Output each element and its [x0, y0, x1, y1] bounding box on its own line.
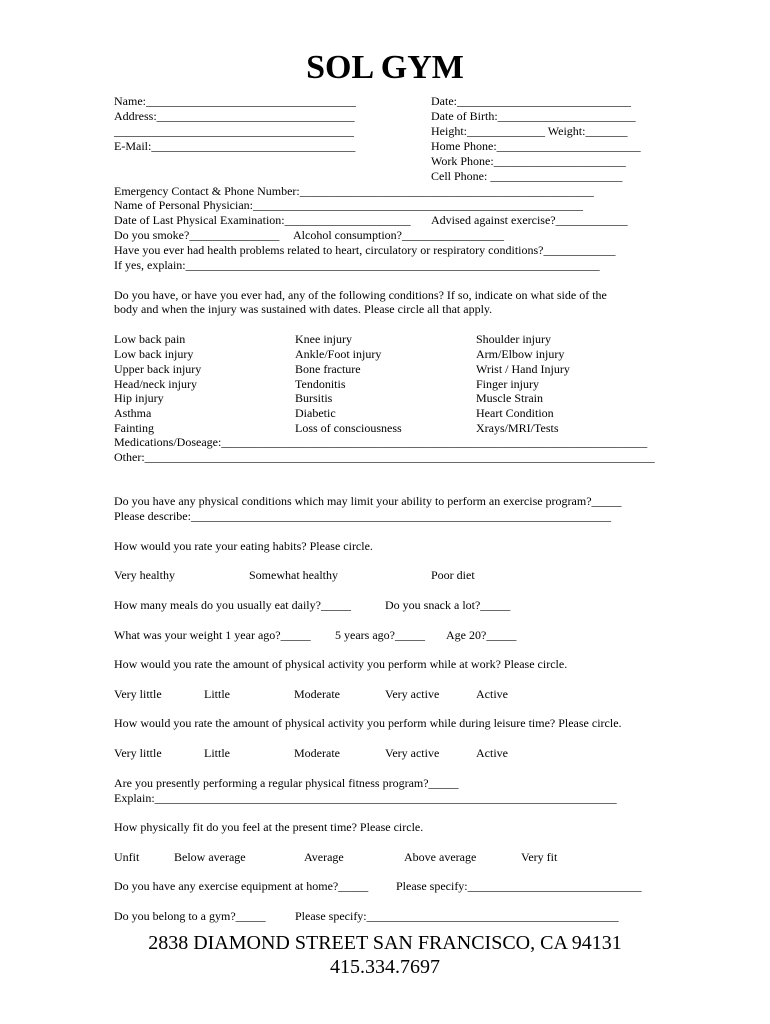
condition-option[interactable]: Bursitis [295, 391, 333, 405]
condition-option[interactable]: Hip injury [114, 391, 164, 405]
condition-option[interactable]: Asthma [114, 406, 152, 420]
eating-option[interactable]: Poor diet [431, 568, 475, 582]
eating-habits-question: How would you rate your eating habits? Please circle. [114, 539, 373, 553]
weight-1-year-field[interactable]: What was your weight 1 year ago?_____ [114, 628, 311, 642]
condition-option[interactable]: Heart Condition [476, 406, 554, 420]
condition-option[interactable]: Finger injury [476, 377, 539, 391]
name-field[interactable]: Name:___________________________________ [114, 94, 356, 108]
advised-against-exercise-field[interactable]: Advised against exercise?____________ [431, 213, 628, 227]
condition-option[interactable]: Diabetic [295, 406, 336, 420]
date-field[interactable]: Date:_____________________________ [431, 94, 631, 108]
condition-option[interactable]: Low back pain [114, 332, 186, 346]
condition-option[interactable]: Fainting [114, 421, 155, 435]
condition-option[interactable]: Bone fracture [295, 362, 361, 376]
address-line-2-field[interactable]: ________________________________________ [114, 124, 354, 138]
program-explain-field[interactable]: Explain:_____________________________________________________________________________ [114, 791, 617, 805]
home-equipment-field[interactable]: Do you have any exercise equipment at home?_____ [114, 879, 369, 893]
condition-option[interactable]: Muscle Strain [476, 391, 543, 405]
condition-option[interactable]: Upper back injury [114, 362, 202, 376]
height-weight-field[interactable]: Height:_____________ Weight:_______ [431, 124, 628, 138]
fitness-option[interactable]: Very fit [521, 850, 558, 864]
fitness-option[interactable]: Below average [174, 850, 246, 864]
activity-option[interactable]: Active [476, 687, 508, 701]
snack-field[interactable]: Do you snack a lot?_____ [385, 598, 511, 612]
activity-option[interactable]: Little [204, 746, 230, 760]
describe-field[interactable]: Please describe:______________________________________________________________________ [114, 509, 611, 523]
smoke-field[interactable]: Do you smoke?_______________ [114, 228, 280, 242]
physician-field[interactable]: Name of Personal Physician:_______________________________________________________ [114, 198, 583, 212]
condition-option[interactable]: Knee injury [295, 332, 352, 346]
explain-field[interactable]: If yes, explain:_____________________________________________________________________ [114, 258, 600, 272]
weight-age-20-field[interactable]: Age 20?_____ [446, 628, 517, 642]
activity-option[interactable]: Very active [385, 746, 440, 760]
fitness-option[interactable]: Average [304, 850, 344, 864]
date-of-birth-field[interactable]: Date of Birth:_______________________ [431, 109, 636, 123]
activity-option[interactable]: Very little [114, 687, 162, 701]
conditions-intro-line-1: Do you have, or have you ever had, any of the following conditions? If so, indicate on what side of the [114, 288, 607, 302]
footer-phone: 415.334.7697 [330, 956, 440, 978]
health-problems-field[interactable]: Have you ever had health problems related to heart, circulatory or respiratory conditions?____________ [114, 243, 616, 257]
condition-option[interactable]: Wrist / Hand Injury [476, 362, 570, 376]
fitness-rating-question: How physically fit do you feel at the present time? Please circle. [114, 820, 424, 834]
activity-option[interactable]: Very little [114, 746, 162, 760]
condition-option[interactable]: Low back injury [114, 347, 194, 361]
form-title: SOL GYM [306, 49, 464, 86]
activity-option[interactable]: Active [476, 746, 508, 760]
condition-option[interactable]: Xrays/MRI/Tests [476, 421, 559, 435]
fitness-option[interactable]: Unfit [114, 850, 140, 864]
condition-option[interactable]: Head/neck injury [114, 377, 197, 391]
equipment-specify-field[interactable]: Please specify:_____________________________ [396, 879, 642, 893]
eating-option[interactable]: Very healthy [114, 568, 175, 582]
condition-option[interactable]: Arm/Elbow injury [476, 347, 565, 361]
gym-membership-field[interactable]: Do you belong to a gym?_____ [114, 909, 266, 923]
condition-option[interactable]: Shoulder injury [476, 332, 551, 346]
home-phone-field[interactable]: Home Phone:________________________ [431, 139, 641, 153]
last-exam-field[interactable]: Date of Last Physical Examination:_____________________ [114, 213, 411, 227]
activity-option[interactable]: Little [204, 687, 230, 701]
condition-option[interactable]: Ankle/Foot injury [295, 347, 382, 361]
email-field[interactable]: E-Mail:__________________________________ [114, 139, 356, 153]
cell-phone-field[interactable]: Cell Phone: ______________________ [431, 169, 623, 183]
emergency-contact-field[interactable]: Emergency Contact & Phone Number:_________________________________________________ [114, 184, 594, 198]
activity-option[interactable]: Very active [385, 687, 440, 701]
alcohol-field[interactable]: Alcohol consumption?_________________ [293, 228, 504, 242]
footer-address: 2838 DIAMOND STREET SAN FRANCISCO, CA 94131 [148, 932, 622, 954]
fitness-option[interactable]: Above average [404, 850, 477, 864]
leisure-activity-question: How would you rate the amount of physical activity you perform while during leisure time? Please circle. [114, 716, 622, 730]
eating-option[interactable]: Somewhat healthy [249, 568, 338, 582]
fitness-program-field[interactable]: Are you presently performing a regular physical fitness program?_____ [114, 776, 459, 790]
meals-daily-field[interactable]: How many meals do you usually eat daily?_____ [114, 598, 351, 612]
weight-5-years-field[interactable]: 5 years ago?_____ [335, 628, 425, 642]
medications-field[interactable]: Medications/Doseage:_______________________________________________________________________ [114, 435, 648, 449]
address-field[interactable]: Address:_________________________________ [114, 109, 355, 123]
work-phone-field[interactable]: Work Phone:______________________ [431, 154, 626, 168]
activity-option[interactable]: Moderate [294, 746, 340, 760]
condition-option[interactable]: Tendonitis [295, 377, 346, 391]
activity-option[interactable]: Moderate [294, 687, 340, 701]
other-field[interactable]: Other:_____________________________________________________________________________________ [114, 450, 655, 464]
gym-specify-field[interactable]: Please specify:__________________________________________ [295, 909, 619, 923]
condition-option[interactable]: Loss of consciousness [295, 421, 402, 435]
work-activity-question: How would you rate the amount of physical activity you perform while at work? Please circle. [114, 657, 568, 671]
physical-limits-question[interactable]: Do you have any physical conditions which may limit your ability to perform an exercise program?_____ [114, 494, 622, 508]
conditions-intro-line-2: body and when the injury was sustained with dates. Please circle all that apply. [114, 302, 493, 316]
